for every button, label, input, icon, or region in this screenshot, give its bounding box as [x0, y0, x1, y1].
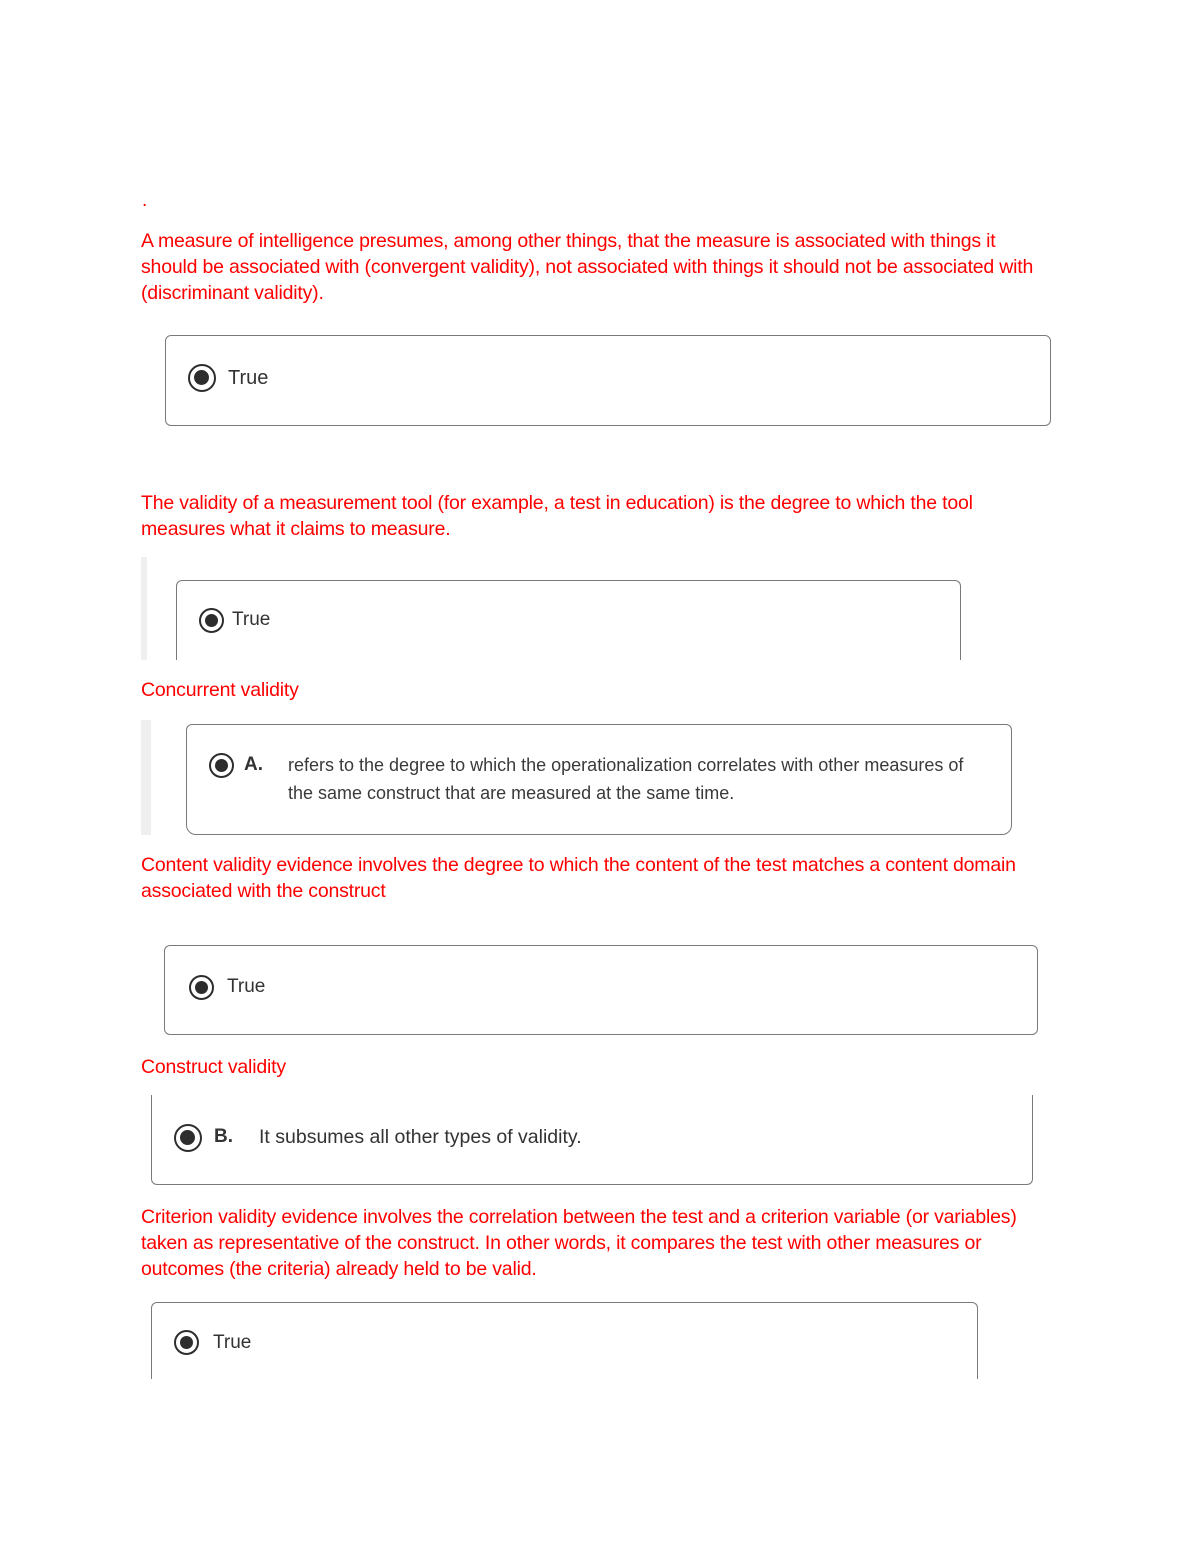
question-4-answer-card[interactable]	[164, 945, 1038, 1035]
quote-bar	[141, 720, 151, 835]
question-1-text: A measure of intelligence presumes, among other things, that the measure is associated with things it should be associated with (convergent validity), not associated with things it should not be associated with (discriminant validity).	[141, 230, 1034, 304]
question-2-text: The validity of a measurement tool (for example, a test in education) is the degree to which the tool measures what it claims to measure.	[141, 492, 973, 540]
question-4-text: Content validity evidence involves the degree to which the content of the test matches a content domain associated with the construct	[141, 854, 1016, 902]
question-5-answer-card[interactable]	[151, 1095, 1033, 1185]
selected-radio-icon[interactable]	[174, 1330, 199, 1355]
question-3-answer-card[interactable]	[186, 724, 1012, 835]
question-2-answer-card[interactable]	[176, 580, 961, 660]
answer-text: It subsumes all other types of validity.	[259, 1126, 582, 1148]
question-3-text: Concurrent validity	[141, 679, 299, 701]
question-6-answer-card[interactable]	[151, 1302, 978, 1379]
question-5-text: Construct validity	[141, 1056, 286, 1078]
quote-bar	[141, 557, 147, 660]
answer-label: True	[213, 1332, 252, 1353]
answer-label: True	[232, 609, 271, 630]
question-1-answer-card[interactable]	[165, 335, 1051, 426]
answer-text: refers to the degree to which the operationalization correlates with other measures of the same construct that are measured at the same time.	[288, 755, 964, 803]
selected-radio-icon[interactable]	[209, 753, 234, 778]
selected-radio-icon[interactable]	[188, 364, 216, 392]
selected-radio-icon[interactable]	[189, 975, 214, 1000]
answer-letter: A.	[244, 754, 263, 775]
selected-radio-icon[interactable]	[199, 608, 224, 633]
question-6-text: Criterion validity evidence involves the correlation between the test and a criterion variable (or variables) taken as representative of the construct. In other words, it compares the test with other measures or outcomes (the criteria) already held to be valid.	[141, 1206, 1017, 1280]
bullet-mark: .	[142, 190, 148, 211]
selected-radio-icon[interactable]	[174, 1124, 202, 1152]
answer-label: True	[228, 367, 269, 389]
answer-label: True	[227, 976, 266, 997]
answer-letter: B.	[214, 1126, 233, 1147]
